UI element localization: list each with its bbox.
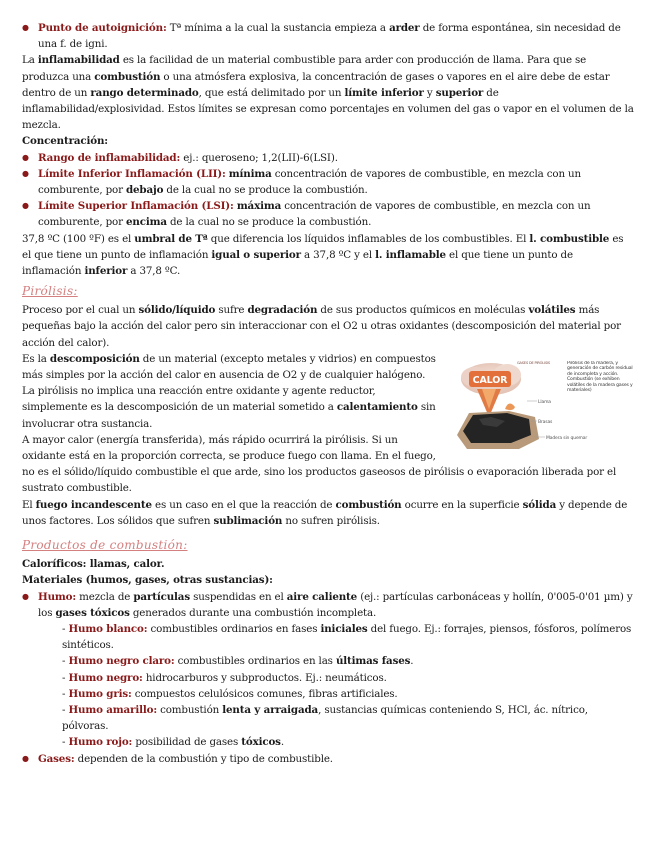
pirolisis-heading: Pirólisis: (22, 284, 78, 299)
calor-label: CALOR (472, 374, 508, 386)
humo-negro-item: - Humo negro: hidrocarburos y subproductos. Ej.: neumáticos. (62, 671, 387, 684)
figure-caption: Pirólisis de la madera, y generación de carbón residual de incompleta y acción. Combustión (se exhiben volátiles de la madera gases y materiales) (567, 360, 633, 393)
bullet-lii: ● Límite Inferior Inflamación (LII): mínima concentración de vapores de combustible, en mezcla con un comburente, por debajo de la cual no se produce la combustión. (22, 166, 634, 198)
charcoal-layer (463, 413, 531, 443)
svg-text:Brasas: Brasas (538, 419, 553, 425)
humo-blanco-item: - Humo blanco: combustibles ordinarios en fases iniciales del fuego. Ej.: forrajes, piensos, fósforos, polímeros sintéticos. (62, 622, 632, 652)
bullet-humo: ● Humo: mezcla de partículas suspendidas en el aire caliente (ej.: partículas carbonáceas y hollín, 0'005-0'01 µm) y los gases tóxicos generados durante una combustión incompleta. (22, 589, 634, 621)
paragraph-pirolisis-2: Es la descomposición de un material (excepto metales y vidrios) en compuestos más simples por la acción del calor en ausencia de O2 y de cualquier halógeno. La pirólisis no implica una reacción entre oxidante y agente reductor, simplemente es la descomposición de un material sometido a calentamiento sin involucrar otra sustancia. (22, 352, 436, 430)
concentracion-heading: Concentración: (22, 135, 108, 148)
humo-rojo-item: - Humo rojo: posibilidad de gases tóxicos. (62, 736, 284, 749)
calorificos-line: Caloríficos: llamas, calor. (22, 558, 165, 571)
svg-text:Madera sin quemar: Madera sin quemar (546, 435, 588, 441)
flame-shape (505, 403, 515, 410)
gases-label: GASES DE PIRÓLISIS (517, 360, 550, 365)
bullet-gases: ● Gases: dependen de la combustión y tipo de combustible. (22, 751, 634, 767)
productos-heading: Productos de combustión: (22, 538, 188, 553)
paragraph-pirolisis-3: A mayor calor (energía transferida), más rápido ocurrirá la pirólisis. Si un oxidante está en la proporción correcta, se produce fuego con llama. En el fuego, no es el sólido/líquido combustible el que arde, sino los productos gaseosos de pirólisis o evaporación liberada por el sustrato combustible. (22, 433, 617, 495)
paragraph-inflamabilidad: La inflamabilidad es la facilidad de un material combustible para arder con producción de llama. Para que se produzca una combustión o una atmósfera explosiva, la concentración de gases o vapores en el aire debe de estar dentro de un rango determinado, que está delimitado por un límite inferior y superior de inflamabilidad/explosividad. Estos límites se expresan como porcentajes en volumen del gas o vapor en el volumen de la mezcla. (22, 54, 634, 132)
bullet-rango: ● Rango de inflamabilidad: ej.: queroseno; 1,2(LII)-6(LSI). (22, 150, 634, 166)
bullet-punto-autoignicion: ● Punto de autoignición: Tª mínima a la cual la sustancia empieza a arder de forma espontánea, sin necesidad de una f. de igni. (22, 20, 634, 52)
svg-text:Llama: Llama (538, 399, 551, 405)
paragraph-umbral: 37,8 ºC (100 ºF) es el umbral de Tª que diferencia los líquidos inflamables de los combustibles. El l. combustible es el que tiene un punto de inflamación igual o superior a 37,8 ºC y el l. inflamable el que tiene un punto de inflamación inferior a 37,8 ºC. (22, 232, 624, 278)
paragraph-pirolisis-4: El fuego incandescente es un caso en el que la reacción de combustión ocurre en la superficie sólida y depende de unos factores. Los sólidos que sufren sublimación no sufren pirólisis. (22, 498, 628, 527)
humo-amarillo-item: - Humo amarillo: combustión lenta y arraigada, sustancias químicas conteniendo S, HCl, ác. nítrico, pólvoras. (62, 703, 588, 733)
materiales-line: Materiales (humos, gases, otras sustancias): (22, 574, 273, 587)
paragraph-pirolisis-1: Proceso por el cual un sólido/líquido sufre degradación de sus productos químicos en moléculas volátiles más pequeñas bajo la acción del calor pero sin interaccionar con el O2 u otras oxidantes (descomposición del material por acción del calor). (22, 304, 621, 349)
bullet-lsi: ● Límite Superior Inflamación (LSI): máxima concentración de vapores de combustible, en mezcla con un comburente, por encima de la cual no se produce la combustión. (22, 198, 634, 230)
humo-gris-item: - Humo gris: compuestos celulósicos comunes, fibras artificiales. (62, 687, 398, 700)
document-page (22, 20, 634, 767)
pyrolysis-illustration (449, 357, 634, 455)
humo-negro-claro-item: - Humo negro claro: combustibles ordinarios en las últimas fases. (62, 655, 414, 668)
pyrolysis-figure (449, 357, 634, 455)
